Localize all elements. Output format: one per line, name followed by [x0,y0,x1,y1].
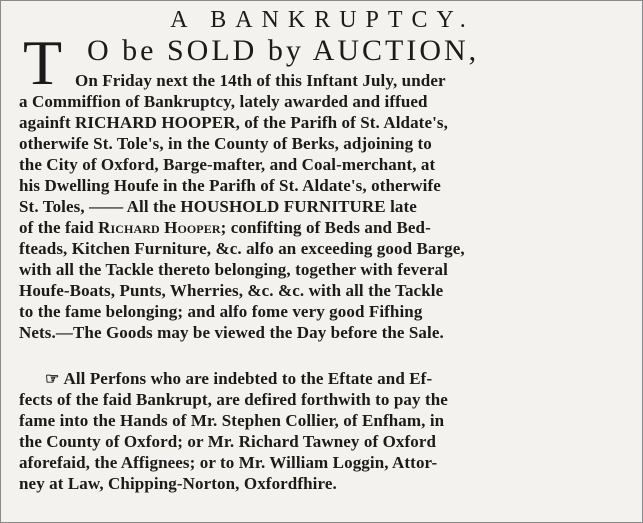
para2-line-4: the County of Oxford; or Mr. Richard Tawney of Oxford [19,432,437,451]
para1-line-9: fteads, Kitchen Furniture, &c. alfo an exceeding good Barge, [19,239,465,258]
para1-line-1: On Friday next the 14th of this Inftant July, under [75,71,446,90]
para1-line-13: Nets.—The Goods may be viewed the Day before the Sale. [19,323,444,342]
para1-line-11: Houfe-Boats, Punts, Wherries, &c. &c. with all the Tackle [19,281,444,300]
para1-line-8-start: of the faid [19,218,94,237]
para1-line-3: againft RICHARD HOOPER, of the Parifh of St. Aldate's, [19,113,448,132]
para1-line-10: with all the Tackle thereto belonging, together with feveral [19,260,448,279]
notice-heading: A BANKRUPTCY. [170,7,475,33]
pointing-hand-icon: ☞ [45,371,60,388]
para2-line-3: fame into the Hands of Mr. Stephen Collier, of Enfham, in [19,411,445,430]
para2-line-2: fects of the faid Bankrupt, are defired forthwith to pay the [19,390,448,409]
para1-line-6: his Dwelling Houfe in the Parifh of St. Aldate's, otherwife [19,176,441,195]
para1-line-7: St. Toles, —— All the HOUSHOLD FURNITURE late [19,197,417,216]
para2-line-1 [45,369,432,390]
para1-line-8 [19,218,431,238]
para1-line-5: the City of Oxford, Barge-mafter, and Coal-merchant, at [19,155,436,174]
para2-line-5: aforefaid, the Affignees; or to Mr. William Loggin, Attor- [19,453,438,472]
drop-cap: T [23,27,63,98]
auction-subheading: O be SOLD by AUCTION, [87,34,480,67]
para1-line-12: to the fame belonging; and alfo fome very good Fifhing [19,302,423,321]
para1-line-2: a Commiffion of Bankruptcy, lately awarded and iffued [19,92,428,111]
para2-line-1-text: All Perfons who are indebted to the Eftate and Ef- [63,369,433,388]
bankrupt-name: Richard Hooper [98,218,221,237]
para1-line-8-end: ; confifting of Beds and Bed- [220,218,431,237]
para2-line-6: ney at Law, Chipping-Norton, Oxfordfhire. [19,474,337,493]
para1-line-4: otherwife St. Tole's, in the County of Berks, adjoining to [19,134,432,153]
